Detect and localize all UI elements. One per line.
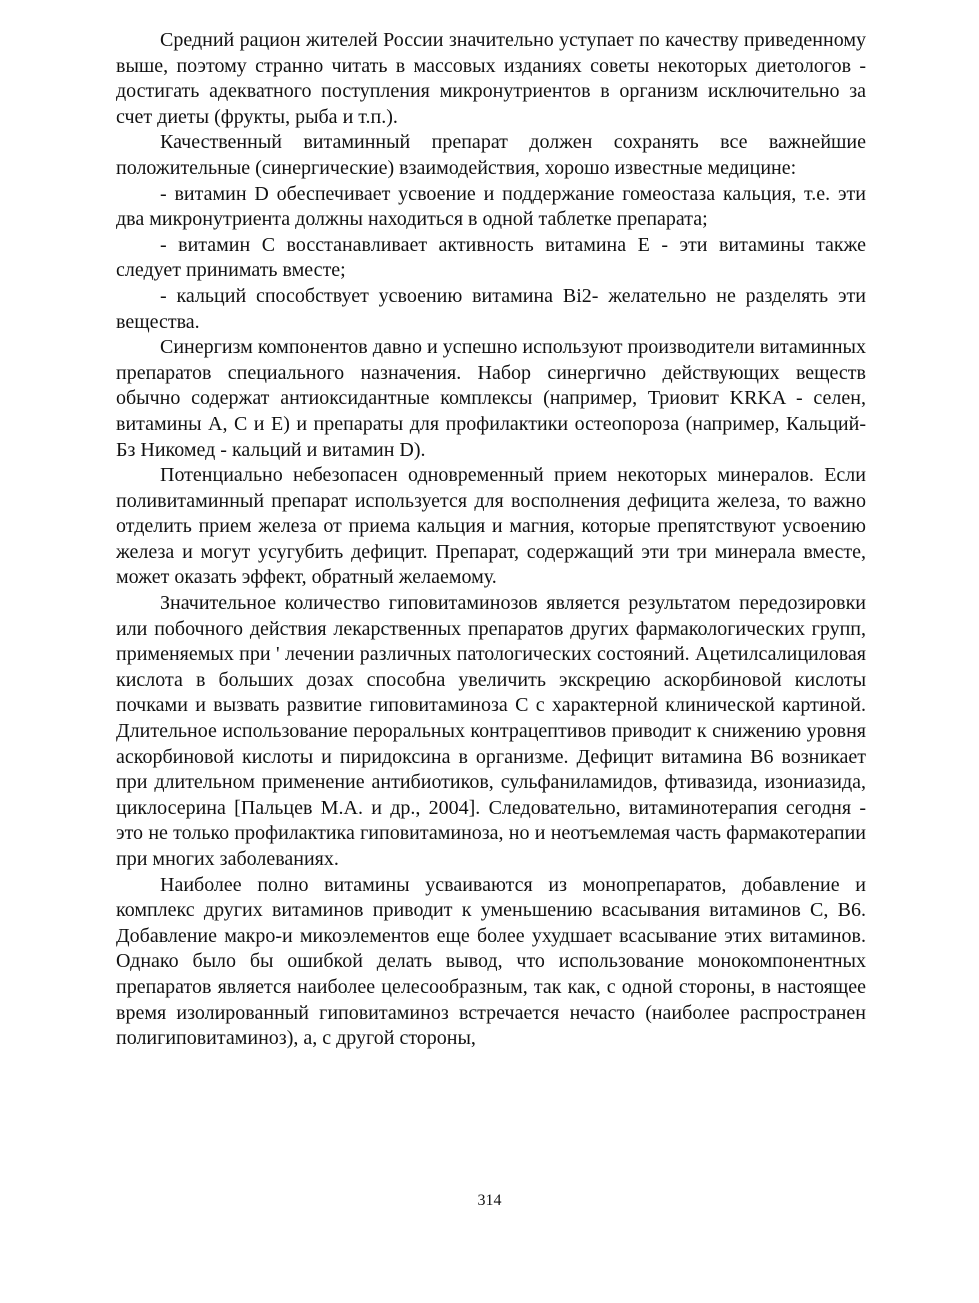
paragraph-synergism: Синергизм компонентов давно и успешно используют производители витаминных препаратов специального назначения. Набор синергично действующих веществ обычно содержат антиоксидантные комплексы (например, Триовит KRKA - селен, витамины А, С и Е) и препараты для профилактики остеопороза (например, Кальций-Бз Никомед - кальций и витамин D). [116,336,866,461]
page-number: 314 [477,1192,502,1209]
paragraph-diet: Средний рацион жителей России значительно уступает по качеству приведенному выше, поэтому странно читать в массовых изданиях советы некоторых диетологов - достигать адекватного поступления микронутриентов в организм исключительно за счет диеты (фрукты, рыба и т.п.). [116,29,866,128]
body-text [116,28,866,1052]
list-item-vitamin-d: - витамин D обеспечивает усвоение и поддержание гомеостаза кальция, т.е. эти два микронутриента должны находиться в одной таблетке препарата; [116,182,866,231]
list-item-vitamin-c: - витамин С восстанавливает активность витамина Е - эти витамины также следует принимать вместе; [116,233,866,282]
paragraph-hypovitaminosis: Значительное количество гиповитаминозов является результатом передозировки или побочного действия лекарственных препаратов других фармакологических групп, применяемых при ' лечении различных патологических состояний. Ацетилсалициловая кислота в больших дозах способна увеличить экскрецию аскорбиновой кислоты почками и вызвать развитие гиповитаминоза С с характерной клинической картиной. Длительное использование пероральных контрацептивов приводит к снижению уровня аскорбиновой кислоты и пиридоксина в организме. Дефицит витамина В6 возникает при длительном применение антибиотиков, сульфаниламидов, фтивазида, изониазида, циклосерина [Пальцев М.А. и др., 2004]. Следовательно, витаминотерапия сегодня - это не только профилактика гиповитаминоза, но и неотъемлемая часть фармакотерапии при многих заболеваниях. [116,592,866,870]
paragraph-synergy-intro: Качественный витаминный препарат должен сохранять все важнейшие положительные (синергические) взаимодействия, хорошо известные медицине: [116,131,866,179]
list-item-calcium: - кальций способствует усвоению витамина Bi2- желательно не разделять эти вещества. [116,284,866,333]
paragraph-minerals: Потенциально небезопасен одновременный прием некоторых минералов. Если поливитаминный препарат используется для восполнения дефицита железа, то важно отделить прием железа от приема кальция и магния, которые препятствуют усвоению железа и могут усугубить дефицит. Препарат, содержащий эти три минерала вместе, может оказать эффект, обратный желаемому. [116,464,866,589]
paragraph-monopreparations: Наиболее полно витамины усваиваются из монопрепаратов, добавление и комплекс других витаминов приводит к уменьшению всасывания витаминов С, В6. Добавление макро-и микоэлементов еще более ухудшает всасывание этих витаминов. Однако было бы ошибкой делать вывод, что использование монокомпонентных препаратов является наиболее целесообразным, так как, с одной стороны, в настоящее время изолированный гиповитаминоз встречается нечасто (наиболее распространен полигиповитаминоз), а, с другой стороны, [116,873,866,1050]
